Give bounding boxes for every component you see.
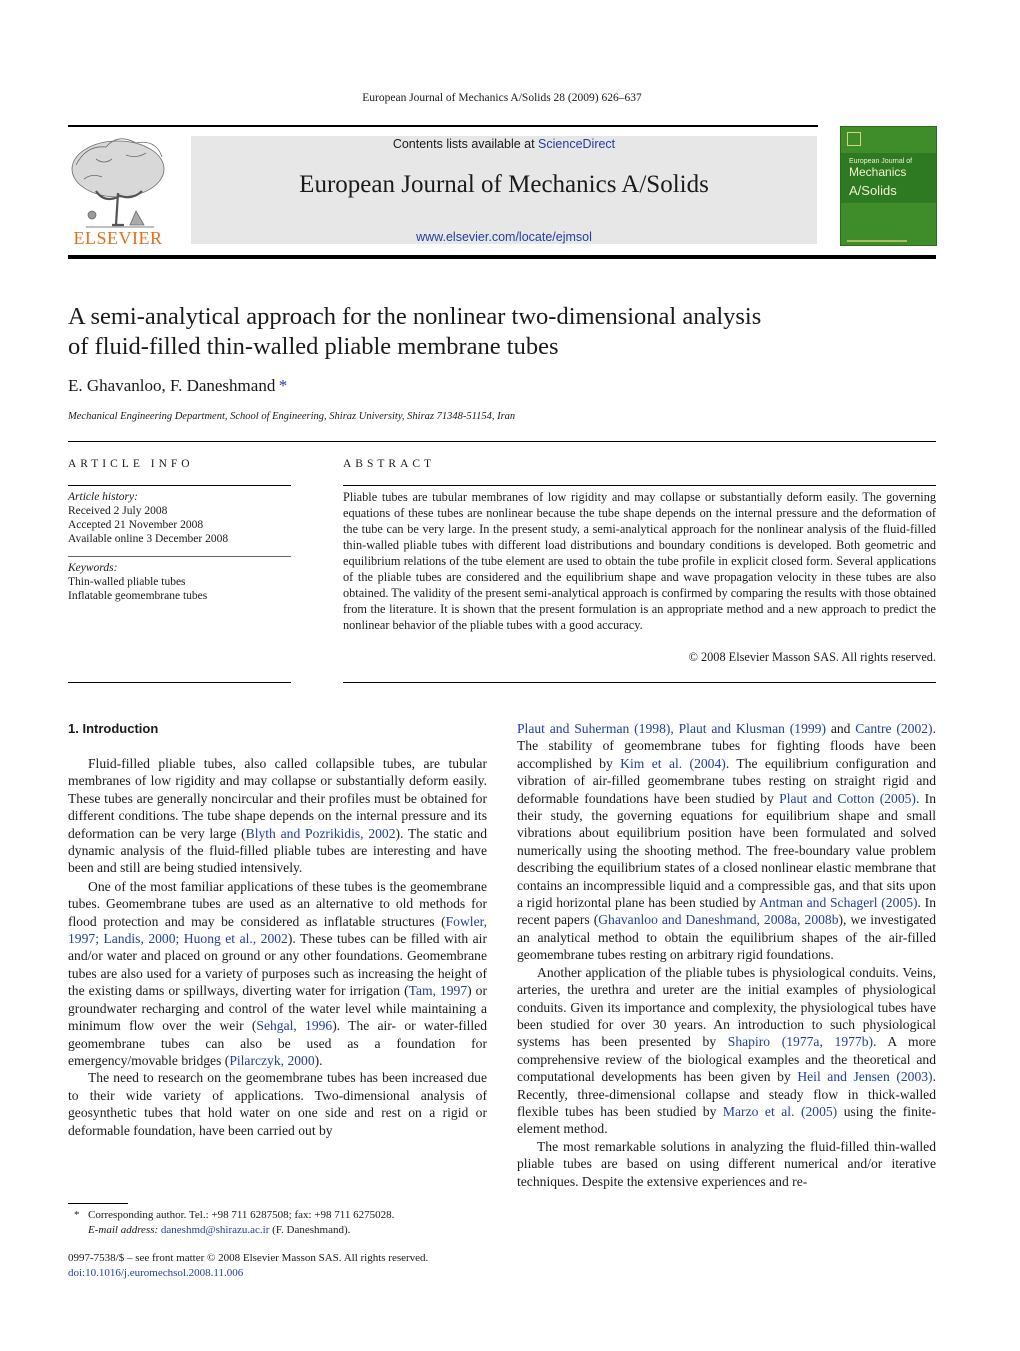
email-label: E-mail address:	[88, 1223, 159, 1236]
email-line: E-mail address: daneshmd@shirazu.ac.ir (F. Daneshmand).	[88, 1223, 351, 1236]
citation-link[interactable]: Sehgal, 1996	[256, 1018, 333, 1034]
intro-paragraph-3: The need to research on the geomembrane tubes has been increased due to their wide variety of applications. Two-dimensional analysis of geosynthetic tubes that hold water on one side and rest on a rigid or deformable foundation, have been carried out by	[68, 1070, 487, 1138]
right-column	[517, 720, 936, 1190]
abstract-rule	[343, 485, 936, 486]
citation-link[interactable]: Heil and Jensen (2003)	[797, 1069, 933, 1085]
citation-link[interactable]: Plaut and Suherman (1998), Plaut and Klusman (1999)	[517, 721, 826, 736]
abstract-text: Pliable tubes are tubular membranes of low rigidity and may collapse or substantially deform easily. The governing equations of these tubes are nonlinear because the tube shape depends on the internal pressure and the deformation of the tube can be very large. In the present study, a semi-analytical approach for the nonlinear analysis of the fluid-filled thin-walled pliable tubes with different load distributions and boundary conditions is developed. Both geometric and equilibrium relations of the tube element are used to obtain the tube profile in explicit closed form. Several applications of the pliable tubes are considered and the equilibrium shape and wave propagation velocity in these tubes are also obtained. The validity of the present semi-analytical approach is confirmed by comparing the results with those obtained from the literature. It is shown that the present formulation is an appropriate method and a new approach to predict the nonlinear behavior of the pliable tubes with a good accuracy.	[343, 490, 936, 632]
corresponding-author-note: Corresponding author. Tel.: +98 711 6287508; fax: +98 711 6275028.	[88, 1209, 395, 1221]
affiliation-rule	[68, 441, 936, 442]
citation-link[interactable]: Ghavanloo and Daneshmand, 2008a, 2008b	[598, 912, 839, 928]
footnote	[68, 1208, 498, 1237]
citation-link[interactable]: Plaut and Cotton (2005)	[779, 790, 916, 806]
keywords-label: Keywords:	[68, 562, 118, 574]
email-link[interactable]: daneshmd@shirazu.ac.ir	[160, 1223, 270, 1236]
citation-link[interactable]: Kim et al. (2004)	[620, 755, 726, 771]
elsevier-wordmark: ELSEVIER	[73, 228, 163, 248]
keywords-rule	[68, 556, 291, 557]
keywords	[68, 561, 291, 603]
masthead-bottom-rule	[68, 255, 936, 259]
online-date: Available online 3 December 2008	[68, 533, 229, 545]
citation-link[interactable]: Marzo et al. (2005)	[722, 1103, 838, 1119]
citation-link[interactable]: Shapiro (1977a, 1977b)	[727, 1034, 874, 1050]
cover-emblem-icon	[847, 132, 861, 146]
doi-link[interactable]: doi:10.1016/j.euromechsol.2008.11.006	[68, 1267, 244, 1279]
abstract-heading: ABSTRACT	[343, 458, 436, 470]
journal-cover-image	[840, 126, 937, 246]
intro-paragraph-3-cont: Plaut and Suherman (1998), Plaut and Klusman (1999) and Cantre (2002). The stability of geomembrane tubes for fighting floods have been accomplished by Kim et al. (2004). The equilibrium configuration and vibration of air-filled geomembrane tubes resting on straight rigid and deformable foundations have been studied by Plaut and Cotton (2005). In their study, the governing equations for equilibrium shape and small vibrations about equilibrium position have been formulated and solved numerically using the shooting method. The free-boundary value problem describing the equilibrium states of a closed nonlinear elastic membrane that contains an incompressible liquid and a compressible gas, and that sits upon a rigid horizontal plane has been studied by Antman and Schagerl (2005). In recent papers (Ghavanloo and Daneshmand, 2008a, 2008b), we investigated an analytical method to obtain the equilibrium shapes of the air-filled geomembrane tubes resting on arbitrary rigid foundations.	[517, 721, 937, 963]
keyword-item: Thin-walled pliable tubes	[68, 576, 186, 588]
citation-link[interactable]: Pilarczyk, 2000	[229, 1052, 315, 1068]
contents-line	[191, 137, 817, 151]
header-rule	[68, 125, 818, 127]
article-info-rule	[68, 485, 291, 486]
running-head: European Journal of Mechanics A/Solids 28 (2009) 626–637	[362, 92, 642, 104]
sciencedirect-link[interactable]: ScienceDirect	[538, 137, 616, 151]
footnote-rule	[68, 1203, 128, 1204]
citation-link[interactable]: Blyth and Pozrikidis, 2002	[245, 825, 396, 841]
corresponding-author-mark[interactable]: *	[278, 376, 288, 395]
intro-paragraph-1: Fluid-filled pliable tubes, also called collapsible tubes, are tubular membranes of low rigidity and may collapse or substantially deform easily. These tubes are generally noncircular and their profiles must be obtained for different conditions. The tube shape depends on the internal pressure and its deformation can be very large (Blyth and Pozrikidis, 2002). The static and dynamic analysis of the fluid-filled pliable tubes are interesting and have been and still are being studied intensively.	[68, 756, 487, 876]
intro-paragraph-5: The most remarkable solutions in analyzing the fluid-filled thin-walled pliable tubes are based on using different numerical and/or iterative techniques. Despite the extensive experiences and re-	[517, 1138, 936, 1189]
citation-link[interactable]: Fowler, 1997; Landis, 2000; Huong et al., 2002	[68, 913, 487, 947]
citation-link[interactable]: Tam, 1997	[408, 983, 468, 999]
cover-line2: Mechanics	[849, 165, 907, 179]
cover-line3: A/Solids	[849, 183, 897, 198]
issn-line: 0997-7538/$ – see front matter © 2008 Elsevier Masson SAS. All rights reserved.	[68, 1252, 429, 1264]
authors	[68, 376, 287, 396]
journal-url-link[interactable]: www.elsevier.com/locate/ejmsol	[416, 230, 592, 244]
received-date: Received 2 July 2008	[68, 505, 168, 517]
article-title	[68, 302, 928, 362]
history-label: Article history:	[68, 491, 138, 503]
intro-paragraph-4: Another application of the pliable tubes is physiological conduits. Veins, arteries, the urethra and ureter are the initial examples of physiological conduits. Given its importance and complexity, the physiological tubes have been studied for over 30 years. An introduction to such physiological systems has been presented by Shapiro (1977a, 1977b). A more comprehensive review of the biological examples and the theoretical and computational developments has been given by Heil and Jensen (2003). Recently, three-dimensional collapse and steady flow in thick-walled flexible tubes has been studied by Marzo et al. (2005) using the finite-element method.	[517, 964, 936, 1137]
journal-title: European Journal of Mechanics A/Solids	[299, 171, 709, 198]
accepted-date: Accepted 21 November 2008	[68, 519, 204, 531]
article-history	[68, 490, 291, 546]
author-names: E. Ghavanloo, F. Daneshmand	[68, 376, 276, 395]
title-line-1: A semi-analytical approach for the nonlinear two-dimensional analysis	[68, 303, 762, 330]
keyword-item: Inflatable geomembrane tubes	[68, 590, 208, 602]
affiliation: Mechanical Engineering Department, School of Engineering, Shiraz University, Shiraz 71348-51154, Iran	[68, 411, 516, 422]
citation-link[interactable]: Cantre (2002)	[855, 721, 933, 736]
left-column	[68, 755, 487, 1139]
footnote-mark: *	[74, 1209, 80, 1221]
abstract-copyright: © 2008 Elsevier Masson SAS. All rights reserved.	[688, 650, 936, 664]
section-heading-introduction: 1. Introduction	[68, 721, 159, 736]
citation-link[interactable]: Antman and Schagerl (2005)	[759, 895, 918, 911]
article-info-bottom-rule	[68, 682, 291, 683]
contents-prefix: Contents lists available at	[392, 137, 539, 151]
abstract-bottom-rule	[343, 682, 936, 683]
article-info-heading: ARTICLE INFO	[68, 458, 194, 470]
cover-line1: European Journal of	[849, 158, 913, 165]
intro-paragraph-2: One of the most familiar applications of these tubes is the geomembrane tubes. Geomembrane tubes are used as an alternative to old methods for flood protection and may be considered as inflatable structures (Fowler, 1997; Landis, 2000; Huong et al., 2002). These tubes can be filled with air and/or water and placed on ground or any other foundations. Geomembrane tubes are also used for a variety of purposes such as increasing the height of the existing dams or spillways, diverting water for irrigation (Tam, 1997) or groundwater recharging and control of the water level while maintaining a minimum flow over the weir (Sehgal, 1996). The air- or water-filled geomembrane tubes can also be used as a foundation for emergency/movable bridges (Pilarczyk, 2000).	[68, 878, 488, 1068]
title-line-2: of fluid-filled thin-walled pliable membrane tubes	[68, 333, 559, 360]
